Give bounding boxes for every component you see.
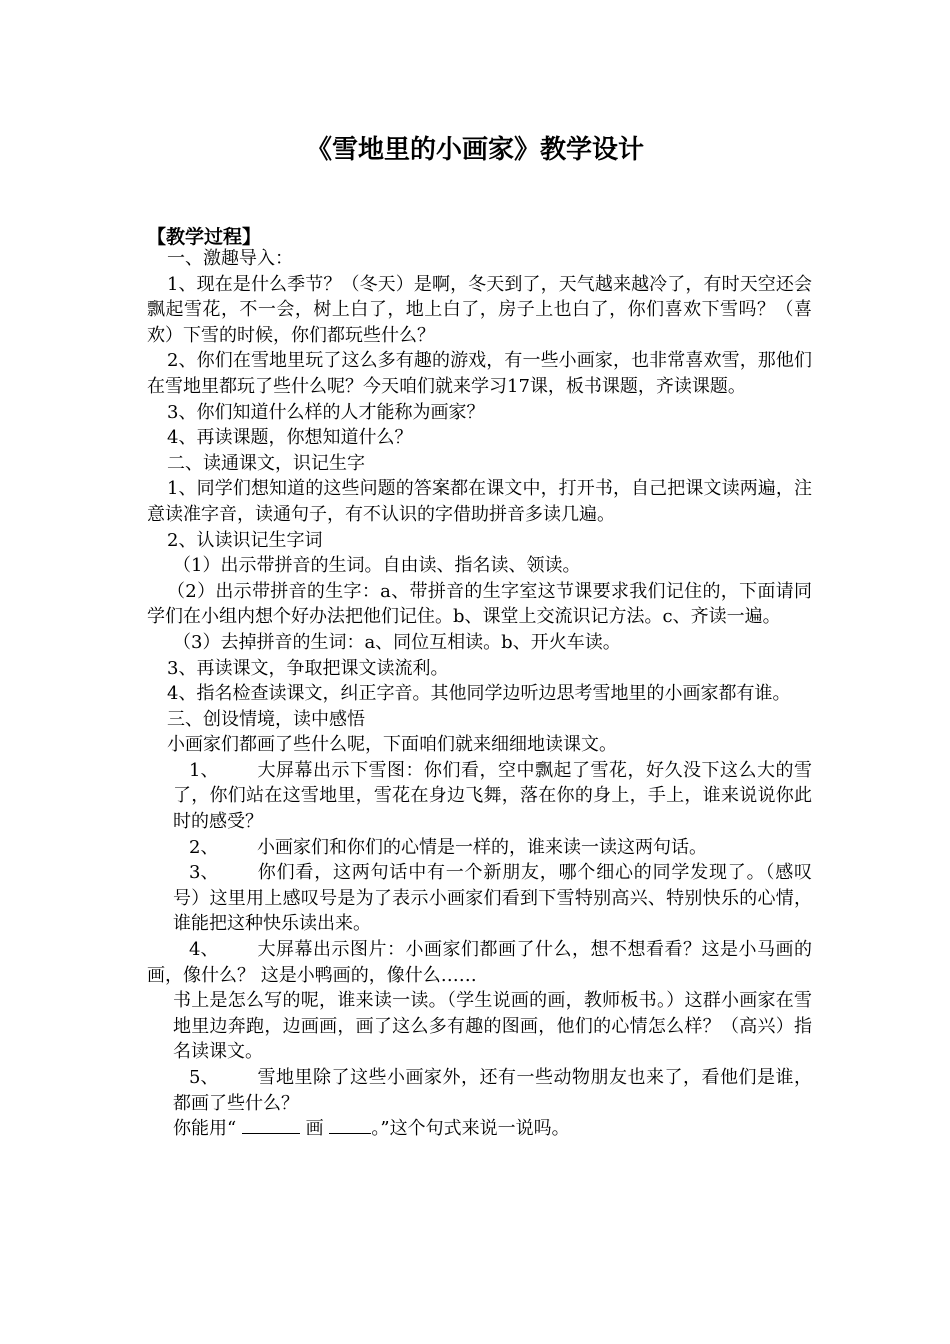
list-text: 你们看，这两句话中有一个新朋友，哪个细心的同学发现了。（感叹号）这里用上感叹号是为了表示小画家们看到下雪特别高兴、特别快乐的心情，谁能把这种快乐读出来。 (173, 862, 812, 935)
list-number: 5、 (189, 1067, 219, 1088)
list-text: 大屏幕出示下雪图：你们看，空中飘起了雪花，好久没下这么大的雪了，你们站在这雪地里，雪花在身边飞舞，落在你的身上，手上，谁来说说你此时的感受？ (173, 759, 812, 833)
pattern-prefix: 你能用“ (173, 1118, 237, 1140)
list-item-3-1 (147, 758, 812, 835)
page-title: 《雪地里的小画家》教学设计 (305, 135, 644, 165)
list-text: 雪地里除了这些小画家外，还有一些动物朋友也来了，看他们是谁，都画了些什么？ (173, 1067, 812, 1114)
paragraph-2-1: 1、同学们想知道的这些问题的答案都在课文中，打开书，自己把课文读两遍，注意读准字音，读通句子，有不认识的字借助拼音多读几遍。 (147, 478, 812, 525)
paragraph-1-3: 3、你们知道什么样的人才能称为画家？ (167, 401, 485, 423)
list-number: 2、 (189, 836, 219, 858)
paragraph-1-1: 1、现在是什么季节？（冬天）是啊，冬天到了，天气越来越冷了，有时天空还会飘起雪花，不一会，树上白了，地上白了，房子上也白了，你们喜欢下雪吗？（喜欢）下雪的时候，你们都玩些什么？ (147, 273, 812, 346)
list-number: 3、 (189, 862, 219, 884)
list-item-3-2 (147, 835, 812, 861)
section-heading: 【教学过程】 (147, 226, 262, 248)
paragraph-2-2c: （3）去掉拼音的生词：a、同位互相读。b、开火车读。 (173, 631, 621, 653)
paragraph-1-4: 4、再读课题，你想知道什么？ (167, 427, 413, 449)
list-item-3-3 (147, 860, 812, 937)
paragraph-3-intro: 小画家们都画了些什么呢，下面咱们就来细细地读课文。 (167, 734, 617, 756)
list-number: 4、 (189, 939, 219, 961)
fill-blank-2 (329, 1116, 371, 1134)
list-item-3-4 (147, 937, 812, 988)
pattern-suffix: 。”这个句式来说一说吗。 (371, 1118, 570, 1140)
list-text: 小画家们和你们的心情是一样的，谁来读一读这两句话。 (257, 836, 707, 858)
paragraph-3-4b: 书上是怎么写的呢，谁来读一读。（学生说画的画，教师板书。）这群小画家在雪地里边奔跑，边画画，画了这么多有趣的图画，他们的心情怎么样？（高兴）指名读课文。 (173, 990, 812, 1063)
heading-part-1: 一、激趣导入： (167, 248, 293, 269)
heading-part-2: 二、读通课文，识记生字 (167, 452, 365, 474)
paragraph-2-2a: （1）出示带拼音的生词。自由读、指名读、领读。 (173, 555, 581, 577)
paragraph-1-2: 2、你们在雪地里玩了这么多有趣的游戏，有一些小画家，也非常喜欢雪，那他们在雪地里都玩了些什么呢？今天咱们就来学习17课，板书课题，齐读课题。 (147, 350, 812, 397)
list-text: 大屏幕出示图片：小画家们都画了什么，想不想看看？这是小马画的画，像什么？ 这是小鸭画的，像什么…… (147, 939, 812, 986)
fill-blank-1 (242, 1116, 300, 1134)
document-body (147, 246, 812, 1142)
paragraph-2-2b: （2）出示带拼音的生字：a、带拼音的生字室这节课要求我们记住的，下面请同学们在小组内想个好办法把他们记住。b、课堂上交流识记方法。c、齐读一遍。 (147, 580, 812, 628)
sentence-pattern-line (147, 1116, 812, 1142)
pattern-middle: 画 (305, 1118, 324, 1140)
paragraph-2-4: 4、指名检查读课文，纠正字音。其他同学边听边思考雪地里的小画家都有谁。 (167, 683, 791, 705)
list-item-3-5 (147, 1065, 812, 1116)
paragraph-2-2: 2、认读识记生字词 (167, 529, 323, 551)
heading-part-3: 三、创设情境，读中感悟 (167, 708, 365, 730)
paragraph-2-3: 3、再读课文，争取把课文读流利。 (167, 657, 449, 679)
list-number: 1、 (189, 759, 219, 781)
